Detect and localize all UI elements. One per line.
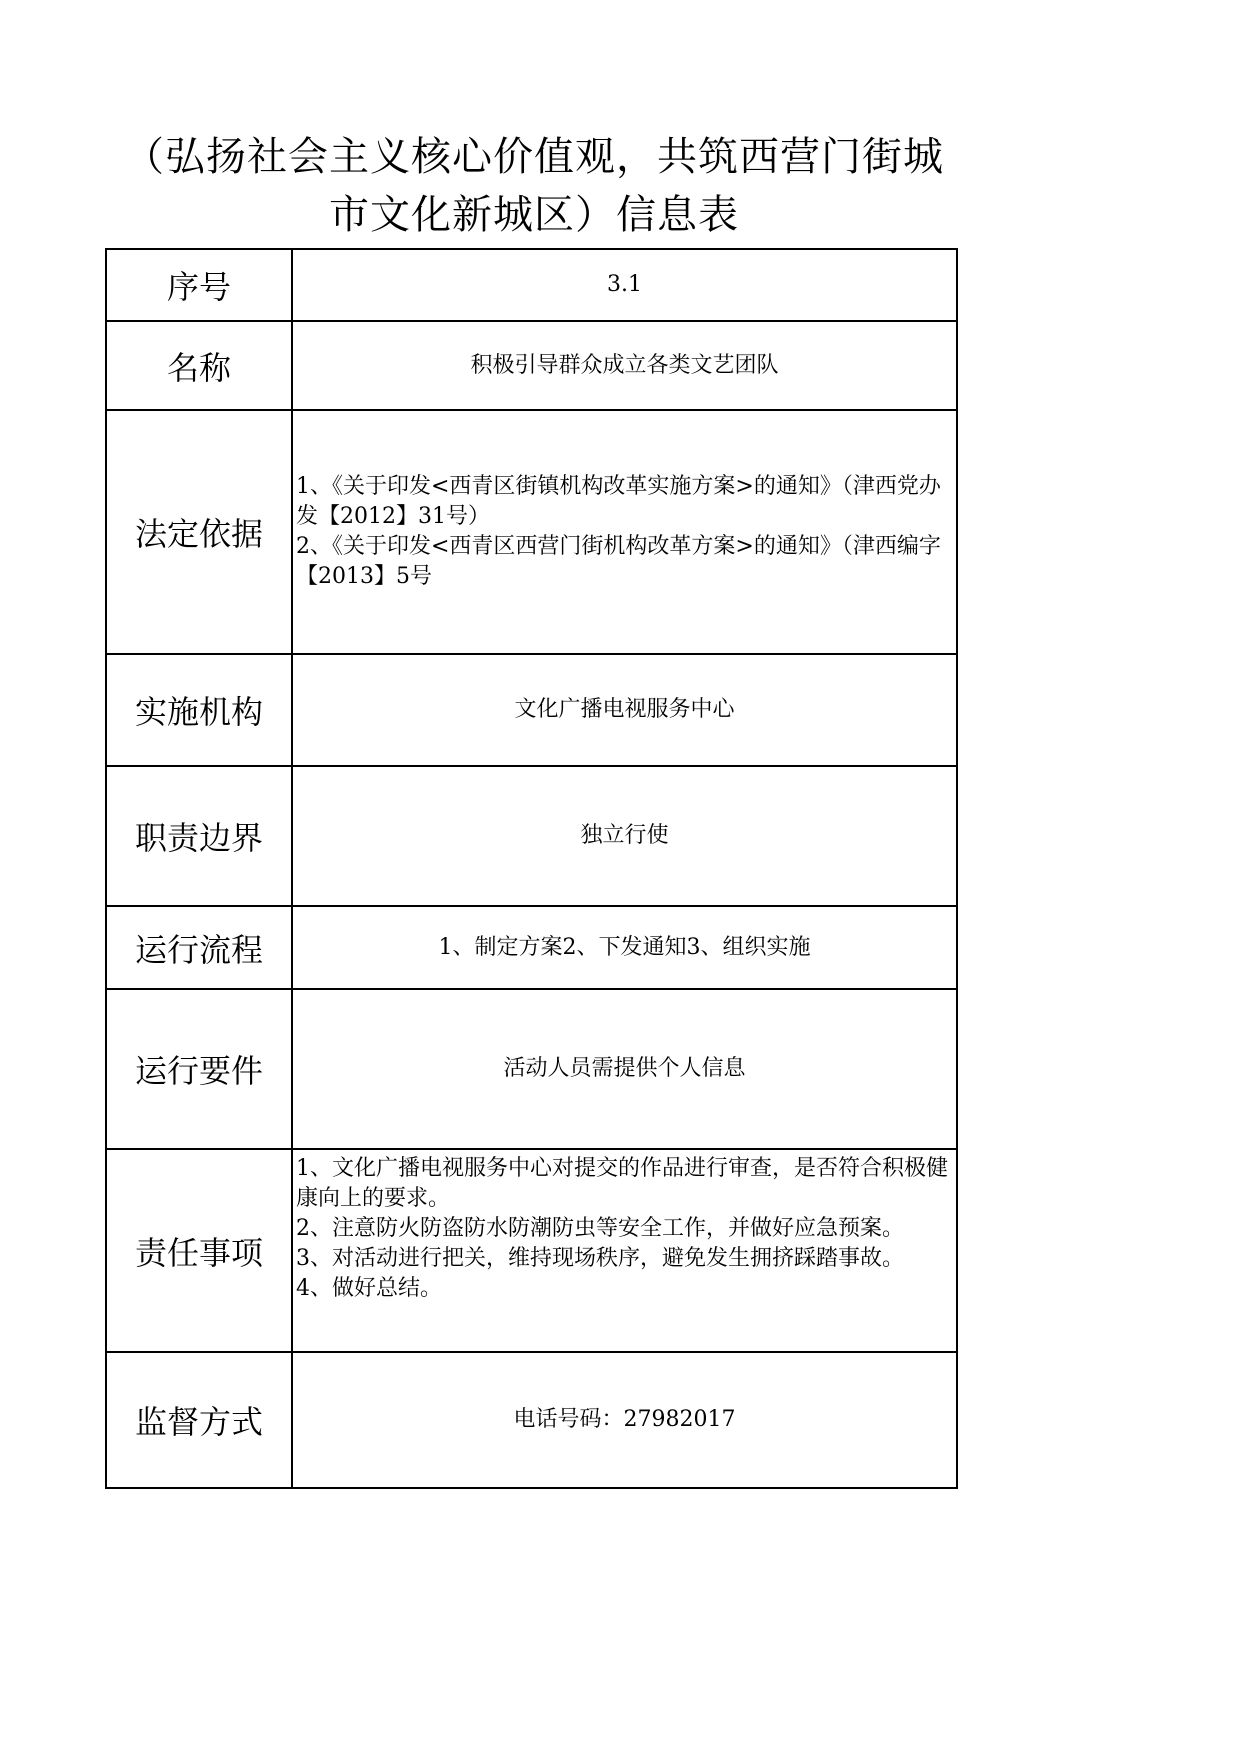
process-label: 运行流程 — [106, 906, 292, 989]
boundary-label: 职责边界 — [106, 766, 292, 906]
row-requirements — [106, 989, 957, 1149]
supervision-value: 电话号码：27982017 — [292, 1352, 957, 1488]
row-responsibilities — [106, 1149, 957, 1352]
responsibilities-list — [296, 1150, 952, 1350]
boundary-value: 独立行使 — [292, 766, 957, 906]
agency-label: 实施机构 — [106, 654, 292, 766]
row-name — [106, 321, 957, 410]
requirements-label: 运行要件 — [106, 989, 292, 1149]
row-agency — [106, 654, 957, 766]
requirements-value: 活动人员需提供个人信息 — [292, 989, 957, 1149]
row-serial — [106, 249, 957, 321]
legal-basis-item: 2、《关于印发<西青区西营门街机构改革方案>的通知》（津西编字【2013】5号 — [296, 534, 941, 589]
row-boundary — [106, 766, 957, 906]
row-supervision — [106, 1352, 957, 1488]
page-title-line-2: 市文化新城区）信息表 — [329, 192, 739, 238]
agency-value: 文化广播电视服务中心 — [292, 654, 957, 766]
responsibility-item: 3、对活动进行把关，维持现场秩序，避免发生拥挤踩踏事故。 — [296, 1246, 904, 1271]
supervision-label: 监督方式 — [106, 1352, 292, 1488]
info-table — [105, 248, 958, 1489]
page-title-line-1: （弘扬社会主义核心价值观，共筑西营门街城 — [124, 134, 944, 180]
process-value: 1、制定方案2、下发通知3、组织实施 — [292, 906, 957, 989]
responsibilities-label: 责任事项 — [106, 1149, 292, 1352]
name-value: 积极引导群众成立各类文艺团队 — [292, 321, 957, 410]
name-label: 名称 — [106, 321, 292, 410]
serial-label: 序号 — [106, 249, 292, 321]
responsibility-item: 4、做好总结。 — [296, 1276, 442, 1301]
legal-basis-value — [292, 410, 957, 654]
responsibilities-value — [292, 1149, 957, 1352]
responsibility-item: 1、文化广播电视服务中心对提交的作品进行审查，是否符合积极健康向上的要求。 — [296, 1156, 948, 1211]
legal-basis-item: 1、《关于印发<西青区街镇机构改革实施方案>的通知》（津西党办发【2012】31号） — [296, 474, 941, 529]
serial-value: 3.1 — [292, 249, 957, 321]
row-legal-basis — [106, 410, 957, 654]
row-process — [106, 906, 957, 989]
responsibility-item: 2、注意防火防盗防水防潮防虫等安全工作，并做好应急预案。 — [296, 1216, 904, 1241]
page-title — [104, 128, 964, 244]
legal-basis-label: 法定依据 — [106, 410, 292, 654]
